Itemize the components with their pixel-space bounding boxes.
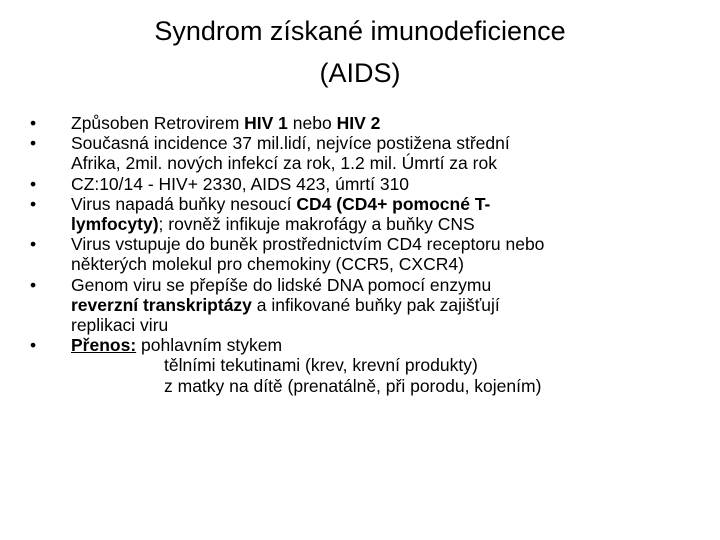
genome-line-2-rest: a infikované buňky pak zajišťují xyxy=(251,294,500,315)
bullet-item-genome xyxy=(30,275,700,336)
reverse-transcriptase-text: reverzní transkriptázy xyxy=(71,294,252,315)
bullet-list xyxy=(30,113,700,396)
genome-line-3: replikaci viru xyxy=(71,315,169,336)
bullet-item-target-cells xyxy=(30,194,700,234)
bullet-marker: • xyxy=(30,335,37,356)
incidence-line-1: Současná incidence 37 mil.lidí, nejvíce postižena střední xyxy=(71,133,510,154)
transmission-label: Přenos: xyxy=(71,335,137,356)
bullet-item-incidence xyxy=(30,133,700,173)
or-text: nebo xyxy=(287,113,337,133)
slide-title xyxy=(60,10,660,94)
genome-line-1: Genom viru se přepíše do lidské DNA pomocí enzymu xyxy=(71,274,492,295)
lymphocytes-text: lymfocyty) xyxy=(71,214,159,235)
hiv2-text: HIV 2 xyxy=(336,113,381,133)
title-line-2: (AIDS) xyxy=(319,58,401,88)
bullet-item-cz-stats xyxy=(30,174,700,194)
also-infects-text: ; rovněž infikuje makrofágy a buňky CNS xyxy=(158,214,475,235)
target-cells-text: Virus napadá buňky nesoucí xyxy=(71,193,297,214)
transmission-fluids: tělními tekutinami (krev, krevní produkty) xyxy=(164,355,478,376)
entry-line-1: Virus vstupuje do buněk prostřednictvím CD4 receptoru nebo xyxy=(71,234,545,255)
cz-stats-text: CZ:10/14 - HIV+ 2330, AIDS 423, úmrtí 310 xyxy=(71,173,410,194)
bullet-item-transmission xyxy=(30,335,700,396)
bullet-marker: • xyxy=(30,113,37,133)
bullet-item-entry xyxy=(30,234,700,274)
bullet-marker: • xyxy=(30,234,37,255)
bullet-marker: • xyxy=(30,173,37,194)
transmission-sexual: pohlavním stykem xyxy=(136,335,283,356)
bullet-item-cause xyxy=(30,113,700,133)
title-line-1: Syndrom získané imunodeficience xyxy=(154,16,566,46)
bullet-marker: • xyxy=(30,193,37,214)
transmission-mother: z matky na dítě (prenatálně, při porodu, kojením) xyxy=(164,375,542,396)
bullet-marker: • xyxy=(30,274,37,295)
cd4-text: CD4 (CD4+ pomocné T- xyxy=(296,193,491,214)
hiv1-text: HIV 1 xyxy=(244,113,288,133)
bullet-marker: • xyxy=(30,133,37,154)
cause-text: Způsoben Retrovirem xyxy=(71,113,245,133)
incidence-line-2: Afrika, 2mil. nových infekcí za rok, 1.2 mil. Úmrtí za rok xyxy=(71,153,497,174)
entry-line-2: některých molekul pro chemokiny (CCR5, CXCR4) xyxy=(71,254,464,275)
